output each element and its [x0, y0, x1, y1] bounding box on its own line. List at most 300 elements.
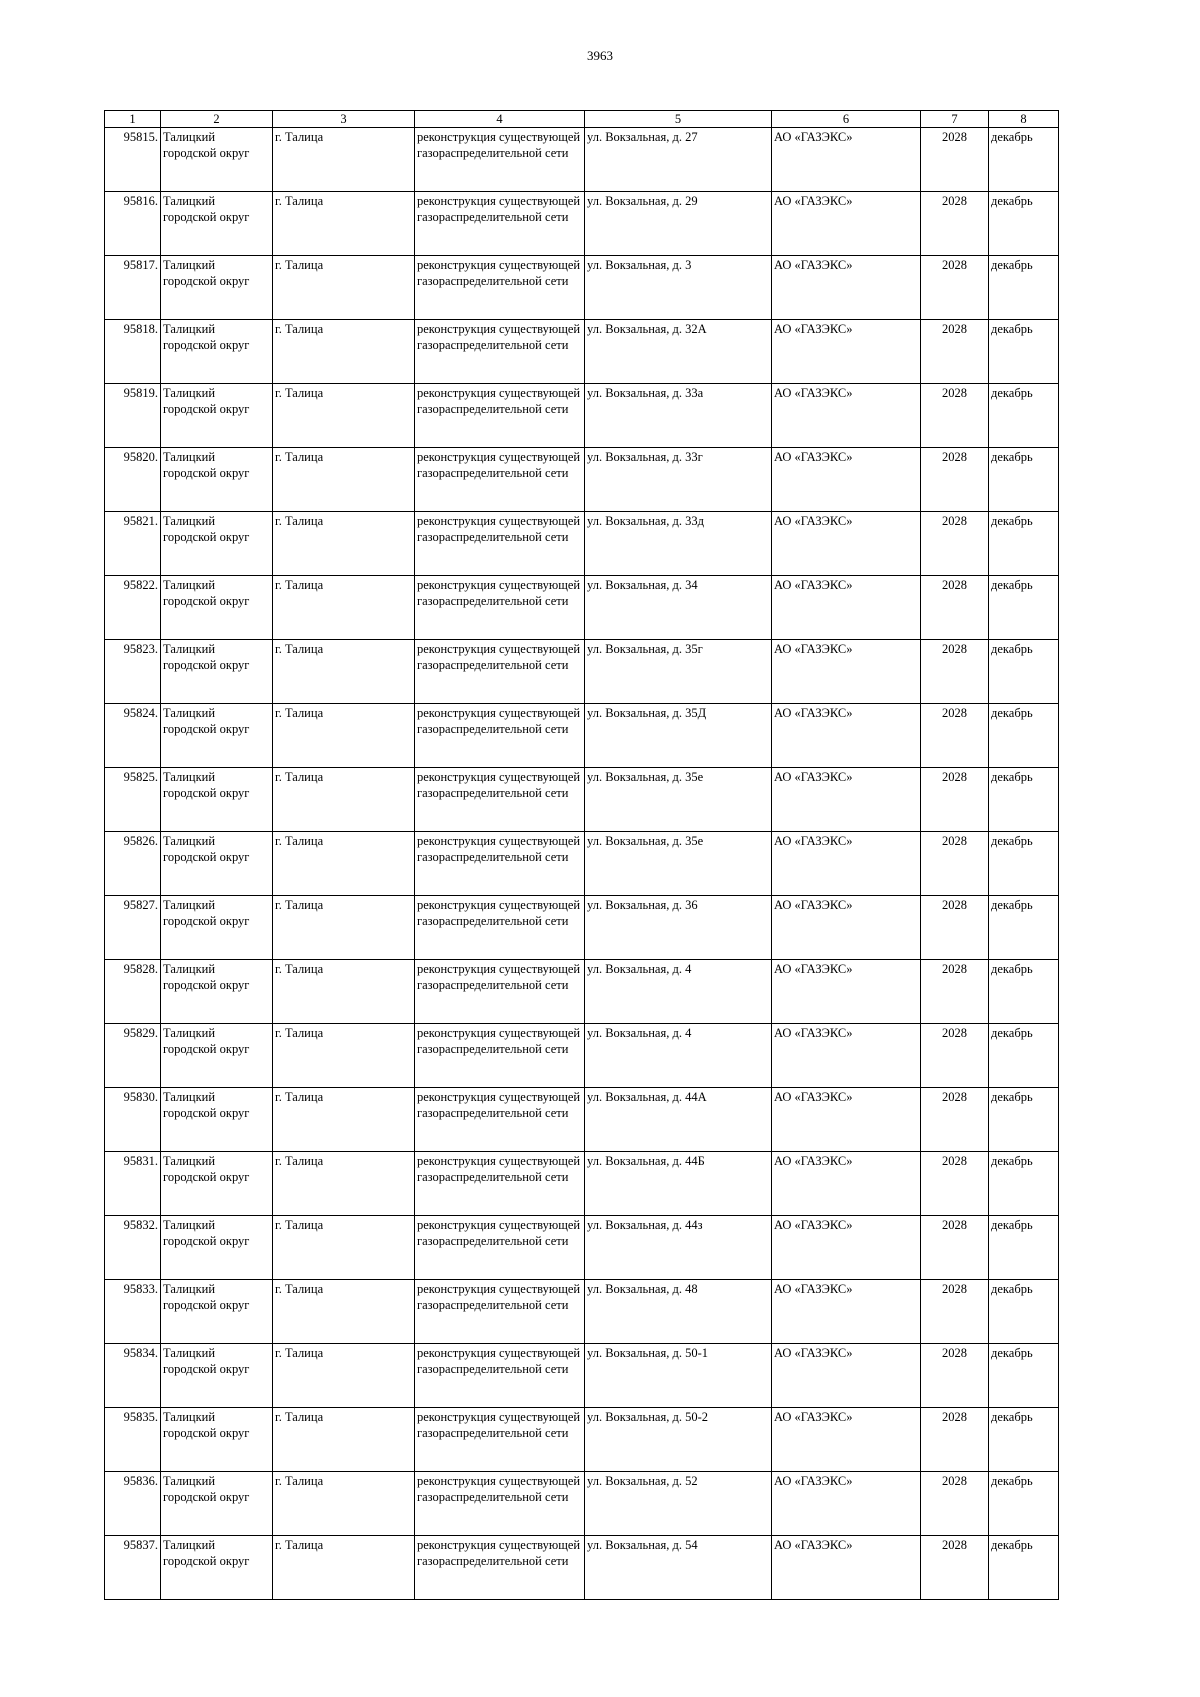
address-cell: ул. Вокзальная, д. 4 — [585, 1024, 772, 1088]
district-cell-line: городской округ — [163, 210, 250, 224]
table-row — [105, 512, 1059, 576]
district-cell — [161, 704, 273, 768]
work-cell-line: газораспределительной сети — [417, 1042, 569, 1056]
district-cell-line: Талицкий — [163, 1346, 216, 1360]
month-cell: декабрь — [989, 192, 1059, 256]
district-cell-line: Талицкий — [163, 1410, 216, 1424]
district-cell-line: городской округ — [163, 850, 250, 864]
organization-cell: АО «ГАЗЭКС» — [772, 192, 921, 256]
work-cell — [415, 1216, 585, 1280]
work-cell-line: газораспределительной сети — [417, 1170, 569, 1184]
district-cell-line: Талицкий — [163, 514, 216, 528]
work-cell-line: газораспределительной сети — [417, 338, 569, 352]
work-cell-line: реконструкция существующей — [417, 770, 581, 784]
row-number: 95827. — [105, 896, 161, 960]
district-cell-line: Талицкий — [163, 258, 216, 272]
district-cell — [161, 384, 273, 448]
district-cell — [161, 576, 273, 640]
district-cell-line: городской округ — [163, 1362, 250, 1376]
district-cell-line: Талицкий — [163, 386, 216, 400]
row-number: 95829. — [105, 1024, 161, 1088]
district-cell-line: Талицкий — [163, 450, 216, 464]
table-row — [105, 896, 1059, 960]
work-cell-line: реконструкция существующей — [417, 1410, 581, 1424]
organization-cell: АО «ГАЗЭКС» — [772, 1408, 921, 1472]
year-cell: 2028 — [921, 1536, 989, 1600]
locality-cell: г. Талица — [273, 832, 415, 896]
month-cell: декабрь — [989, 320, 1059, 384]
table-row — [105, 832, 1059, 896]
work-cell-line: реконструкция существующей — [417, 1282, 581, 1296]
table-row — [105, 384, 1059, 448]
work-cell — [415, 512, 585, 576]
page-number: 3963 — [587, 48, 613, 63]
organization-cell: АО «ГАЗЭКС» — [772, 1280, 921, 1344]
row-number: 95833. — [105, 1280, 161, 1344]
district-cell — [161, 512, 273, 576]
work-cell-line: газораспределительной сети — [417, 1490, 569, 1504]
locality-cell: г. Талица — [273, 1216, 415, 1280]
work-cell-line: реконструкция существующей — [417, 1346, 581, 1360]
year-cell: 2028 — [921, 320, 989, 384]
column-header: 7 — [921, 111, 989, 128]
year-cell: 2028 — [921, 960, 989, 1024]
organization-cell: АО «ГАЗЭКС» — [772, 832, 921, 896]
locality-cell: г. Талица — [273, 1536, 415, 1600]
row-number: 95818. — [105, 320, 161, 384]
district-cell — [161, 1344, 273, 1408]
locality-cell: г. Талица — [273, 1472, 415, 1536]
work-cell-line: газораспределительной сети — [417, 1426, 569, 1440]
work-cell-line: реконструкция существующей — [417, 1026, 581, 1040]
address-cell: ул. Вокзальная, д. 44з — [585, 1216, 772, 1280]
district-cell-line: городской округ — [163, 146, 250, 160]
month-cell: декабрь — [989, 1088, 1059, 1152]
work-cell-line: реконструкция существующей — [417, 898, 581, 912]
work-cell — [415, 1536, 585, 1600]
year-cell: 2028 — [921, 896, 989, 960]
district-cell — [161, 768, 273, 832]
table-row — [105, 576, 1059, 640]
organization-cell: АО «ГАЗЭКС» — [772, 1216, 921, 1280]
district-cell — [161, 832, 273, 896]
row-number: 95824. — [105, 704, 161, 768]
work-cell — [415, 256, 585, 320]
row-number: 95816. — [105, 192, 161, 256]
district-cell — [161, 960, 273, 1024]
address-cell: ул. Вокзальная, д. 35е — [585, 832, 772, 896]
row-number: 95837. — [105, 1536, 161, 1600]
table-row — [105, 768, 1059, 832]
address-cell: ул. Вокзальная, д. 44Б — [585, 1152, 772, 1216]
table-header — [105, 111, 1059, 128]
row-number: 95834. — [105, 1344, 161, 1408]
district-cell — [161, 1472, 273, 1536]
district-cell — [161, 640, 273, 704]
work-cell-line: газораспределительной сети — [417, 530, 569, 544]
locality-cell: г. Талица — [273, 320, 415, 384]
district-cell-line: городской округ — [163, 1298, 250, 1312]
district-cell-line: Талицкий — [163, 1538, 216, 1552]
row-number: 95836. — [105, 1472, 161, 1536]
locality-cell: г. Талица — [273, 448, 415, 512]
address-cell: ул. Вокзальная, д. 35г — [585, 640, 772, 704]
table-row — [105, 960, 1059, 1024]
organization-cell: АО «ГАЗЭКС» — [772, 1088, 921, 1152]
district-cell — [161, 320, 273, 384]
work-cell — [415, 320, 585, 384]
district-cell — [161, 1024, 273, 1088]
locality-cell: г. Талица — [273, 384, 415, 448]
year-cell: 2028 — [921, 512, 989, 576]
locality-cell: г. Талица — [273, 896, 415, 960]
work-cell-line: газораспределительной сети — [417, 1298, 569, 1312]
year-cell: 2028 — [921, 448, 989, 512]
work-cell — [415, 1088, 585, 1152]
organization-cell: АО «ГАЗЭКС» — [772, 896, 921, 960]
row-number: 95819. — [105, 384, 161, 448]
work-cell-line: реконструкция существующей — [417, 1218, 581, 1232]
work-cell-line: реконструкция существующей — [417, 578, 581, 592]
district-cell-line: городской округ — [163, 658, 250, 672]
work-cell-line: газораспределительной сети — [417, 1106, 569, 1120]
district-cell-line: Талицкий — [163, 1090, 216, 1104]
district-cell-line: городской округ — [163, 338, 250, 352]
address-cell: ул. Вокзальная, д. 32А — [585, 320, 772, 384]
work-cell-line: реконструкция существующей — [417, 706, 581, 720]
row-number: 95821. — [105, 512, 161, 576]
row-number: 95815. — [105, 128, 161, 192]
organization-cell: АО «ГАЗЭКС» — [772, 320, 921, 384]
work-cell-line: газораспределительной сети — [417, 786, 569, 800]
column-header: 5 — [585, 111, 772, 128]
year-cell: 2028 — [921, 1408, 989, 1472]
organization-cell: АО «ГАЗЭКС» — [772, 256, 921, 320]
district-cell-line: городской округ — [163, 1490, 250, 1504]
work-cell-line: реконструкция существующей — [417, 1154, 581, 1168]
table-row — [105, 320, 1059, 384]
table-row — [105, 1408, 1059, 1472]
district-cell — [161, 448, 273, 512]
district-cell-line: Талицкий — [163, 706, 216, 720]
month-cell: декабрь — [989, 256, 1059, 320]
table-row — [105, 1280, 1059, 1344]
locality-cell: г. Талица — [273, 128, 415, 192]
work-cell-line: газораспределительной сети — [417, 1234, 569, 1248]
locality-cell: г. Талица — [273, 1088, 415, 1152]
district-cell-line: Талицкий — [163, 770, 216, 784]
address-cell: ул. Вокзальная, д. 52 — [585, 1472, 772, 1536]
organization-cell: АО «ГАЗЭКС» — [772, 1536, 921, 1600]
column-header: 1 — [105, 111, 161, 128]
address-cell: ул. Вокзальная, д. 54 — [585, 1536, 772, 1600]
table-row — [105, 448, 1059, 512]
month-cell: декабрь — [989, 1408, 1059, 1472]
work-cell-line: реконструкция существующей — [417, 1090, 581, 1104]
year-cell: 2028 — [921, 1152, 989, 1216]
row-number: 95831. — [105, 1152, 161, 1216]
table-row — [105, 1216, 1059, 1280]
work-cell — [415, 640, 585, 704]
district-cell-line: городской округ — [163, 1106, 250, 1120]
work-cell-line: газораспределительной сети — [417, 850, 569, 864]
month-cell: декабрь — [989, 384, 1059, 448]
month-cell: декабрь — [989, 1280, 1059, 1344]
work-cell-line: газораспределительной сети — [417, 722, 569, 736]
header-row — [105, 111, 1059, 128]
locality-cell: г. Талица — [273, 192, 415, 256]
address-cell: ул. Вокзальная, д. 48 — [585, 1280, 772, 1344]
column-header: 3 — [273, 111, 415, 128]
district-cell-line: городской округ — [163, 1426, 250, 1440]
column-header: 2 — [161, 111, 273, 128]
table-row — [105, 128, 1059, 192]
month-cell: декабрь — [989, 832, 1059, 896]
address-cell: ул. Вокзальная, д. 35Д — [585, 704, 772, 768]
work-cell-line: газораспределительной сети — [417, 914, 569, 928]
work-cell-line: реконструкция существующей — [417, 514, 581, 528]
locality-cell: г. Талица — [273, 768, 415, 832]
register-table — [104, 110, 1059, 1600]
work-cell-line: реконструкция существующей — [417, 386, 581, 400]
district-cell — [161, 1152, 273, 1216]
district-cell-line: Талицкий — [163, 1026, 216, 1040]
month-cell: декабрь — [989, 1344, 1059, 1408]
district-cell — [161, 1216, 273, 1280]
address-cell: ул. Вокзальная, д. 3 — [585, 256, 772, 320]
address-cell: ул. Вокзальная, д. 33г — [585, 448, 772, 512]
row-number: 95826. — [105, 832, 161, 896]
address-cell: ул. Вокзальная, д. 50-2 — [585, 1408, 772, 1472]
month-cell: декабрь — [989, 128, 1059, 192]
year-cell: 2028 — [921, 128, 989, 192]
work-cell — [415, 960, 585, 1024]
locality-cell: г. Талица — [273, 512, 415, 576]
work-cell-line: газораспределительной сети — [417, 466, 569, 480]
month-cell: декабрь — [989, 960, 1059, 1024]
work-cell-line: газораспределительной сети — [417, 1554, 569, 1568]
row-number: 95822. — [105, 576, 161, 640]
table-row — [105, 1088, 1059, 1152]
month-cell: декабрь — [989, 1024, 1059, 1088]
row-number: 95820. — [105, 448, 161, 512]
table-row — [105, 1472, 1059, 1536]
district-cell-line: городской округ — [163, 274, 250, 288]
district-cell — [161, 192, 273, 256]
row-number: 95830. — [105, 1088, 161, 1152]
year-cell: 2028 — [921, 1088, 989, 1152]
work-cell — [415, 704, 585, 768]
work-cell — [415, 128, 585, 192]
table-row — [105, 1344, 1059, 1408]
district-cell-line: городской округ — [163, 914, 250, 928]
district-cell — [161, 1536, 273, 1600]
work-cell — [415, 1024, 585, 1088]
month-cell: декабрь — [989, 896, 1059, 960]
table-row — [105, 704, 1059, 768]
address-cell: ул. Вокзальная, д. 44А — [585, 1088, 772, 1152]
district-cell-line: Талицкий — [163, 1154, 216, 1168]
work-cell — [415, 448, 585, 512]
locality-cell: г. Талица — [273, 256, 415, 320]
work-cell-line: газораспределительной сети — [417, 210, 569, 224]
table-row — [105, 1152, 1059, 1216]
month-cell: декабрь — [989, 1152, 1059, 1216]
locality-cell: г. Талица — [273, 1024, 415, 1088]
month-cell: декабрь — [989, 640, 1059, 704]
organization-cell: АО «ГАЗЭКС» — [772, 576, 921, 640]
organization-cell: АО «ГАЗЭКС» — [772, 704, 921, 768]
district-cell-line: Талицкий — [163, 642, 216, 656]
row-number: 95823. — [105, 640, 161, 704]
district-cell-line: Талицкий — [163, 578, 216, 592]
locality-cell: г. Талица — [273, 640, 415, 704]
row-number: 95817. — [105, 256, 161, 320]
year-cell: 2028 — [921, 1344, 989, 1408]
year-cell: 2028 — [921, 256, 989, 320]
column-header: 4 — [415, 111, 585, 128]
year-cell: 2028 — [921, 704, 989, 768]
address-cell: ул. Вокзальная, д. 35е — [585, 768, 772, 832]
district-cell-line: городской округ — [163, 466, 250, 480]
address-cell: ул. Вокзальная, д. 34 — [585, 576, 772, 640]
organization-cell: АО «ГАЗЭКС» — [772, 448, 921, 512]
organization-cell: АО «ГАЗЭКС» — [772, 128, 921, 192]
month-cell: декабрь — [989, 1536, 1059, 1600]
work-cell — [415, 384, 585, 448]
work-cell-line: реконструкция существующей — [417, 1538, 581, 1552]
year-cell: 2028 — [921, 640, 989, 704]
district-cell — [161, 1088, 273, 1152]
table-row — [105, 192, 1059, 256]
district-cell-line: Талицкий — [163, 322, 216, 336]
district-cell-line: городской округ — [163, 1554, 250, 1568]
work-cell — [415, 1152, 585, 1216]
work-cell-line: газораспределительной сети — [417, 1362, 569, 1376]
year-cell: 2028 — [921, 1280, 989, 1344]
year-cell: 2028 — [921, 832, 989, 896]
column-header: 6 — [772, 111, 921, 128]
work-cell-line: газораспределительной сети — [417, 402, 569, 416]
work-cell-line: газораспределительной сети — [417, 658, 569, 672]
locality-cell: г. Талица — [273, 576, 415, 640]
locality-cell: г. Талица — [273, 704, 415, 768]
table-body — [105, 128, 1059, 1600]
district-cell-line: городской округ — [163, 786, 250, 800]
district-cell — [161, 1280, 273, 1344]
locality-cell: г. Талица — [273, 960, 415, 1024]
locality-cell: г. Талица — [273, 1408, 415, 1472]
work-cell — [415, 1344, 585, 1408]
work-cell — [415, 1408, 585, 1472]
work-cell-line: реконструкция существующей — [417, 834, 581, 848]
work-cell — [415, 1280, 585, 1344]
work-cell-line: газораспределительной сети — [417, 978, 569, 992]
year-cell: 2028 — [921, 1472, 989, 1536]
table-row — [105, 256, 1059, 320]
address-cell: ул. Вокзальная, д. 27 — [585, 128, 772, 192]
district-cell-line: городской округ — [163, 1170, 250, 1184]
locality-cell: г. Талица — [273, 1280, 415, 1344]
address-cell: ул. Вокзальная, д. 50-1 — [585, 1344, 772, 1408]
district-cell-line: Талицкий — [163, 1474, 216, 1488]
district-cell-line: Талицкий — [163, 898, 216, 912]
organization-cell: АО «ГАЗЭКС» — [772, 1152, 921, 1216]
year-cell: 2028 — [921, 1024, 989, 1088]
district-cell — [161, 896, 273, 960]
work-cell-line: реконструкция существующей — [417, 194, 581, 208]
organization-cell: АО «ГАЗЭКС» — [772, 1472, 921, 1536]
year-cell: 2028 — [921, 384, 989, 448]
work-cell — [415, 192, 585, 256]
district-cell-line: городской округ — [163, 530, 250, 544]
row-number: 95832. — [105, 1216, 161, 1280]
organization-cell: АО «ГАЗЭКС» — [772, 768, 921, 832]
district-cell-line: Талицкий — [163, 194, 216, 208]
table-row — [105, 1536, 1059, 1600]
address-cell: ул. Вокзальная, д. 29 — [585, 192, 772, 256]
district-cell-line: Талицкий — [163, 1282, 216, 1296]
month-cell: декабрь — [989, 576, 1059, 640]
organization-cell: АО «ГАЗЭКС» — [772, 960, 921, 1024]
organization-cell: АО «ГАЗЭКС» — [772, 512, 921, 576]
district-cell-line: Талицкий — [163, 1218, 216, 1232]
address-cell: ул. Вокзальная, д. 36 — [585, 896, 772, 960]
year-cell: 2028 — [921, 768, 989, 832]
month-cell: декабрь — [989, 1472, 1059, 1536]
organization-cell: АО «ГАЗЭКС» — [772, 1344, 921, 1408]
district-cell-line: городской округ — [163, 1042, 250, 1056]
work-cell — [415, 1472, 585, 1536]
work-cell — [415, 896, 585, 960]
organization-cell: АО «ГАЗЭКС» — [772, 384, 921, 448]
work-cell-line: газораспределительной сети — [417, 274, 569, 288]
work-cell-line: реконструкция существующей — [417, 962, 581, 976]
work-cell-line: газораспределительной сети — [417, 594, 569, 608]
district-cell-line: городской округ — [163, 1234, 250, 1248]
address-cell: ул. Вокзальная, д. 33д — [585, 512, 772, 576]
district-cell — [161, 256, 273, 320]
row-number: 95835. — [105, 1408, 161, 1472]
organization-cell: АО «ГАЗЭКС» — [772, 640, 921, 704]
work-cell-line: реконструкция существующей — [417, 1474, 581, 1488]
year-cell: 2028 — [921, 192, 989, 256]
work-cell-line: реконструкция существующей — [417, 450, 581, 464]
month-cell: декабрь — [989, 704, 1059, 768]
district-cell-line: Талицкий — [163, 962, 216, 976]
row-number: 95825. — [105, 768, 161, 832]
table-row — [105, 640, 1059, 704]
work-cell-line: реконструкция существующей — [417, 258, 581, 272]
work-cell — [415, 768, 585, 832]
month-cell: декабрь — [989, 768, 1059, 832]
work-cell-line: реконструкция существующей — [417, 322, 581, 336]
month-cell: декабрь — [989, 512, 1059, 576]
work-cell-line: газораспределительной сети — [417, 146, 569, 160]
work-cell-line: реконструкция существующей — [417, 642, 581, 656]
column-header: 8 — [989, 111, 1059, 128]
year-cell: 2028 — [921, 576, 989, 640]
locality-cell: г. Талица — [273, 1152, 415, 1216]
district-cell-line: городской округ — [163, 402, 250, 416]
work-cell — [415, 576, 585, 640]
organization-cell: АО «ГАЗЭКС» — [772, 1024, 921, 1088]
district-cell-line: городской округ — [163, 722, 250, 736]
row-number: 95828. — [105, 960, 161, 1024]
district-cell-line: Талицкий — [163, 130, 216, 144]
district-cell — [161, 128, 273, 192]
district-cell-line: Талицкий — [163, 834, 216, 848]
